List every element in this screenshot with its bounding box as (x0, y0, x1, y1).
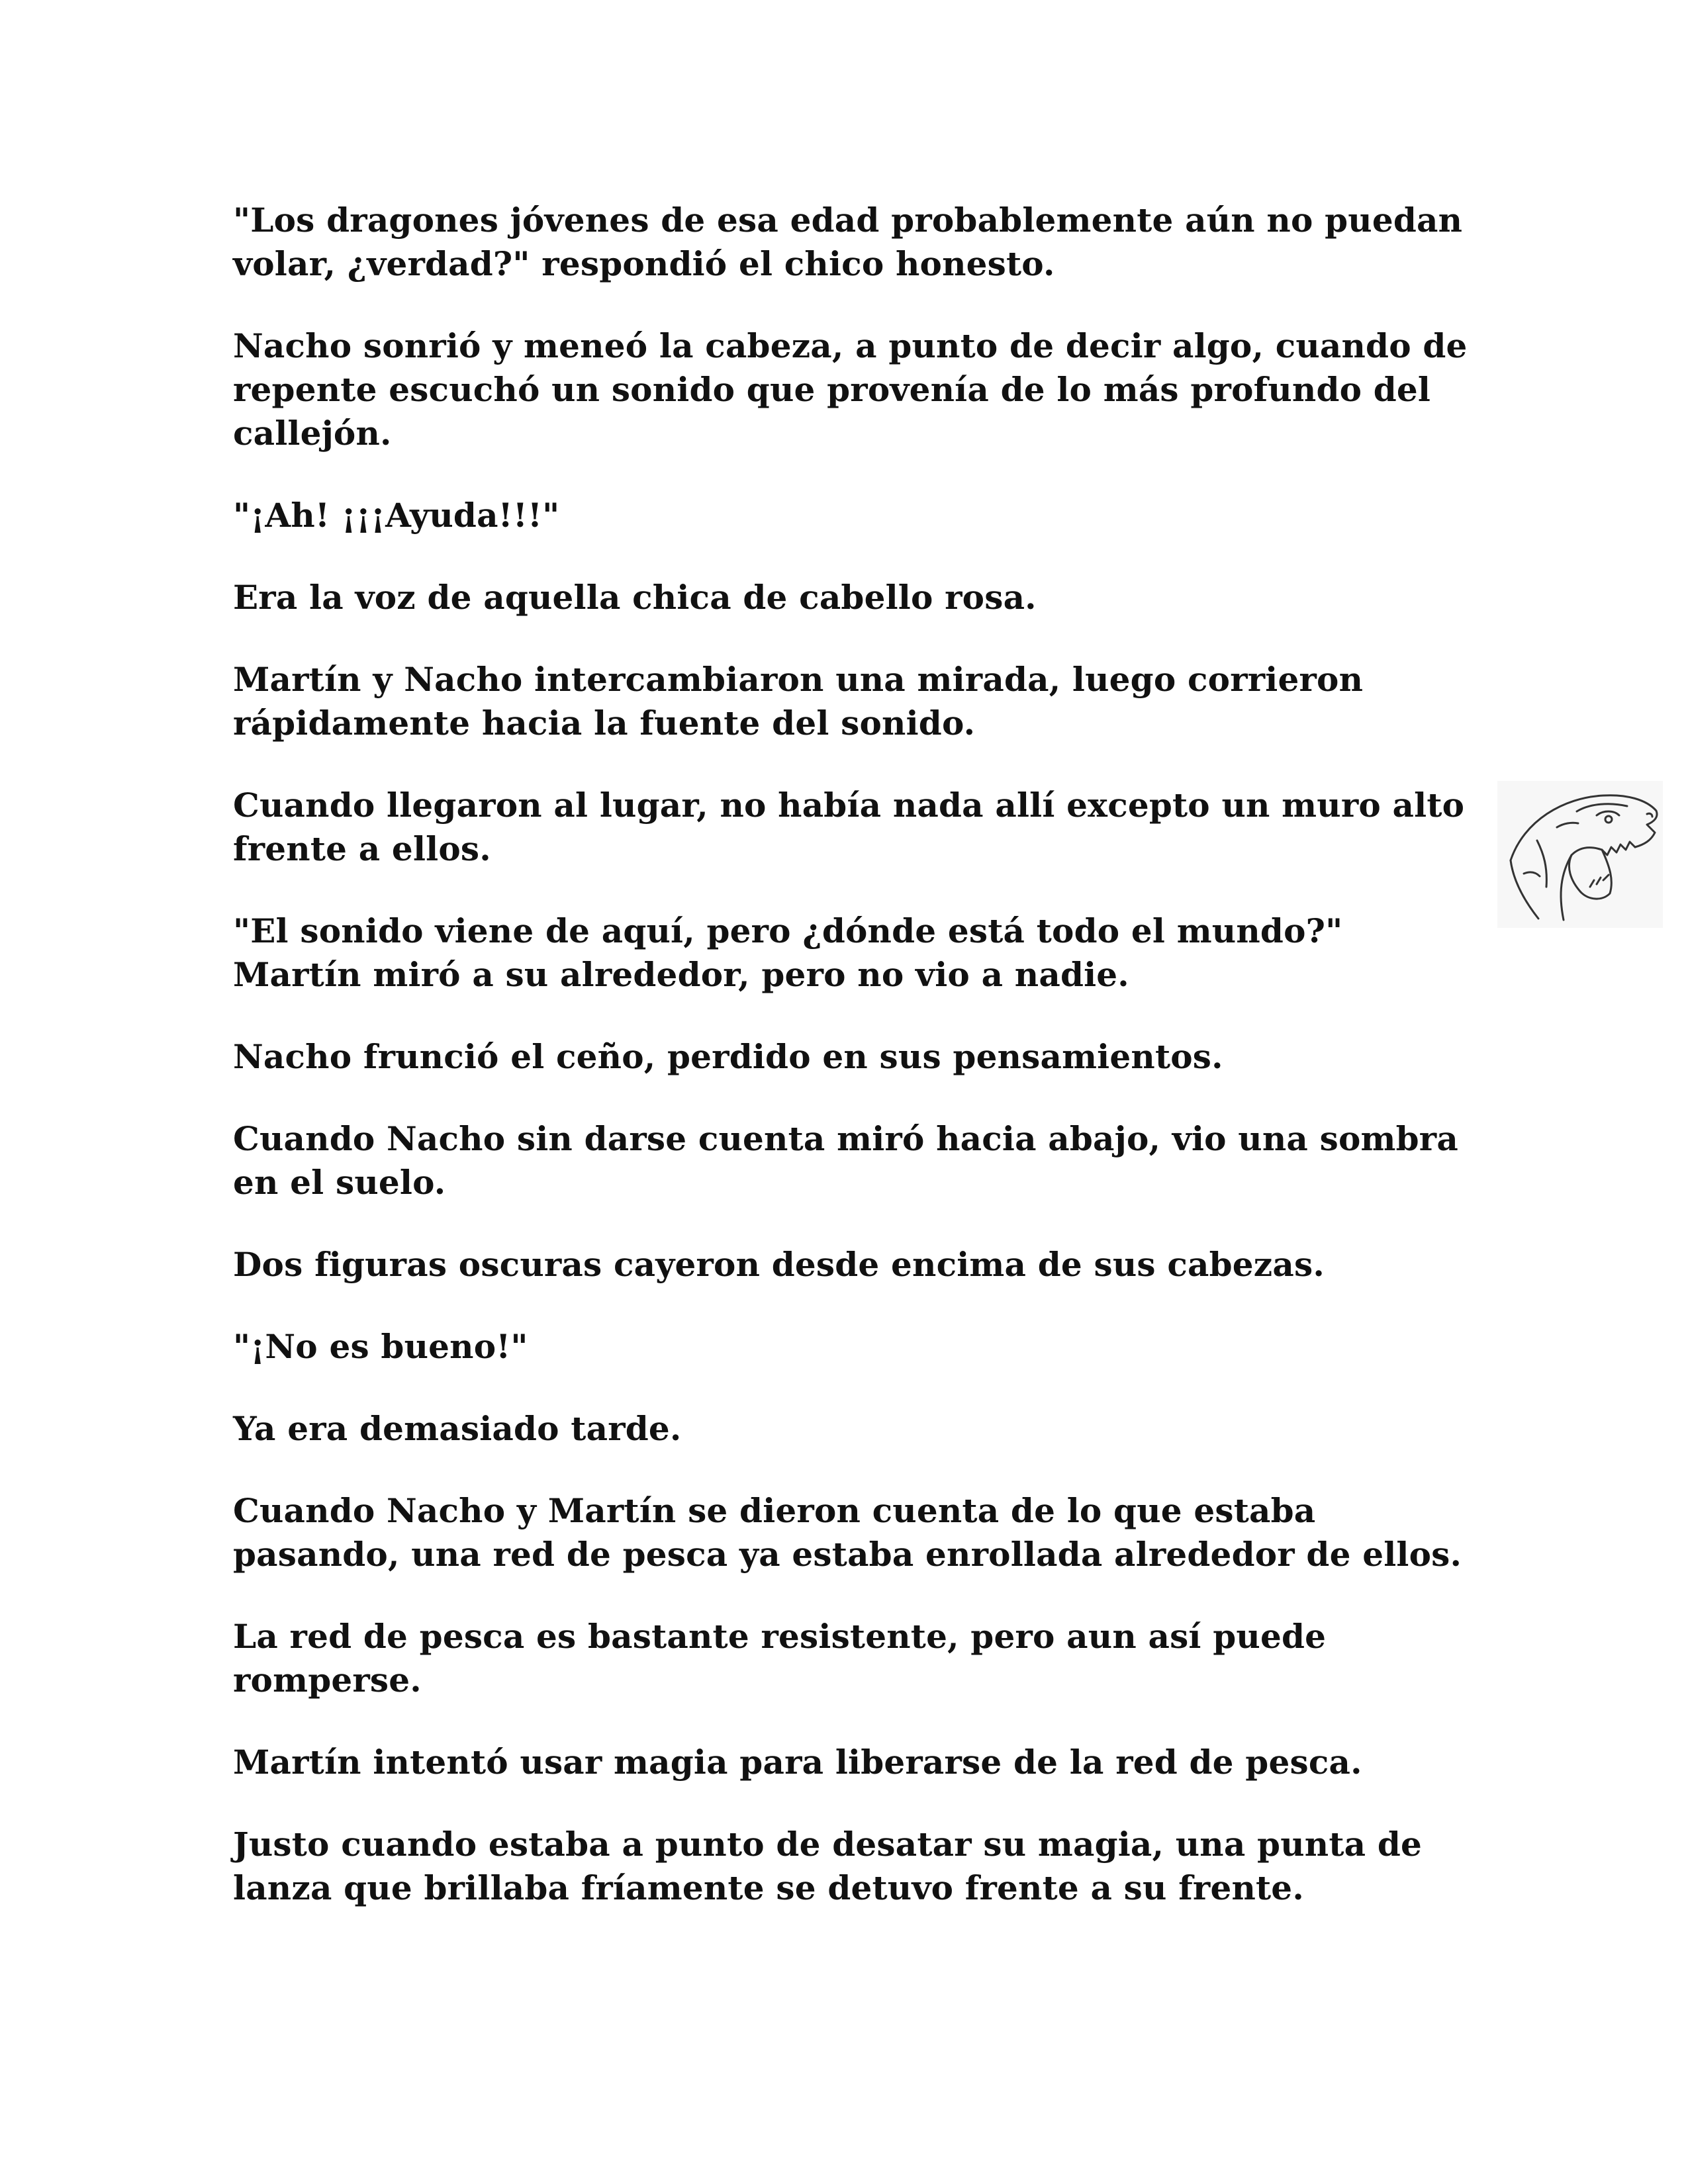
paragraph-3: "¡Ah! ¡¡¡Ayuda!!!" (233, 496, 560, 535)
paragraph-16: Justo cuando estaba a punto de desatar su magia, una punta de lanza que brillaba fríamente se detuvo frente a su frente. (233, 1825, 1422, 1907)
paragraph-8: Nacho frunció el ceño, perdido en sus pensamientos. (233, 1037, 1223, 1076)
paragraph-14: La red de pesca es bastante resistente, pero aun así puede romperse. (233, 1617, 1327, 1700)
paragraph-15: Martín intentó usar magia para liberarse de la red de pesca. (233, 1743, 1362, 1782)
paragraph-7: "El sonido viene de aquí, pero ¿dónde está todo el mundo?" Martín miró a su alrededor, pero no vio a nadie. (233, 911, 1343, 994)
paragraph-6: Cuando llegaron al lugar, no había nada allí excepto un muro alto frente a ellos. (233, 786, 1465, 868)
paragraph-12: Ya era demasiado tarde. (233, 1409, 682, 1448)
paragraph-10: Dos figuras oscuras cayeron desde encima de sus cabezas. (233, 1245, 1325, 1284)
dinosaur-head-sketch-icon (1497, 781, 1663, 928)
paragraph-13: Cuando Nacho y Martín se dieron cuenta de lo que estaba pasando, una red de pesca ya estaba enrollada alrededor de ellos. (233, 1491, 1462, 1574)
paragraph-11: "¡No es bueno!" (233, 1327, 528, 1366)
story-text (233, 199, 1477, 1948)
paragraph-4: Era la voz de aquella chica de cabello rosa. (233, 578, 1037, 617)
paragraph-1: "Los dragones jóvenes de esa edad probablemente aún no puedan volar, ¿verdad?" respondió el chico honesto. (233, 201, 1463, 283)
paragraph-9: Cuando Nacho sin darse cuenta miró hacia abajo, vio una sombra en el suelo. (233, 1119, 1458, 1202)
paragraph-5: Martín y Nacho intercambiaron una mirada, luego corrieron rápidamente hacia la fuente del sonido. (233, 660, 1364, 743)
paragraph-2: Nacho sonrió y meneó la cabeza, a punto de decir algo, cuando de repente escuchó un sonido que provenía de lo más profundo del callejón. (233, 326, 1468, 453)
